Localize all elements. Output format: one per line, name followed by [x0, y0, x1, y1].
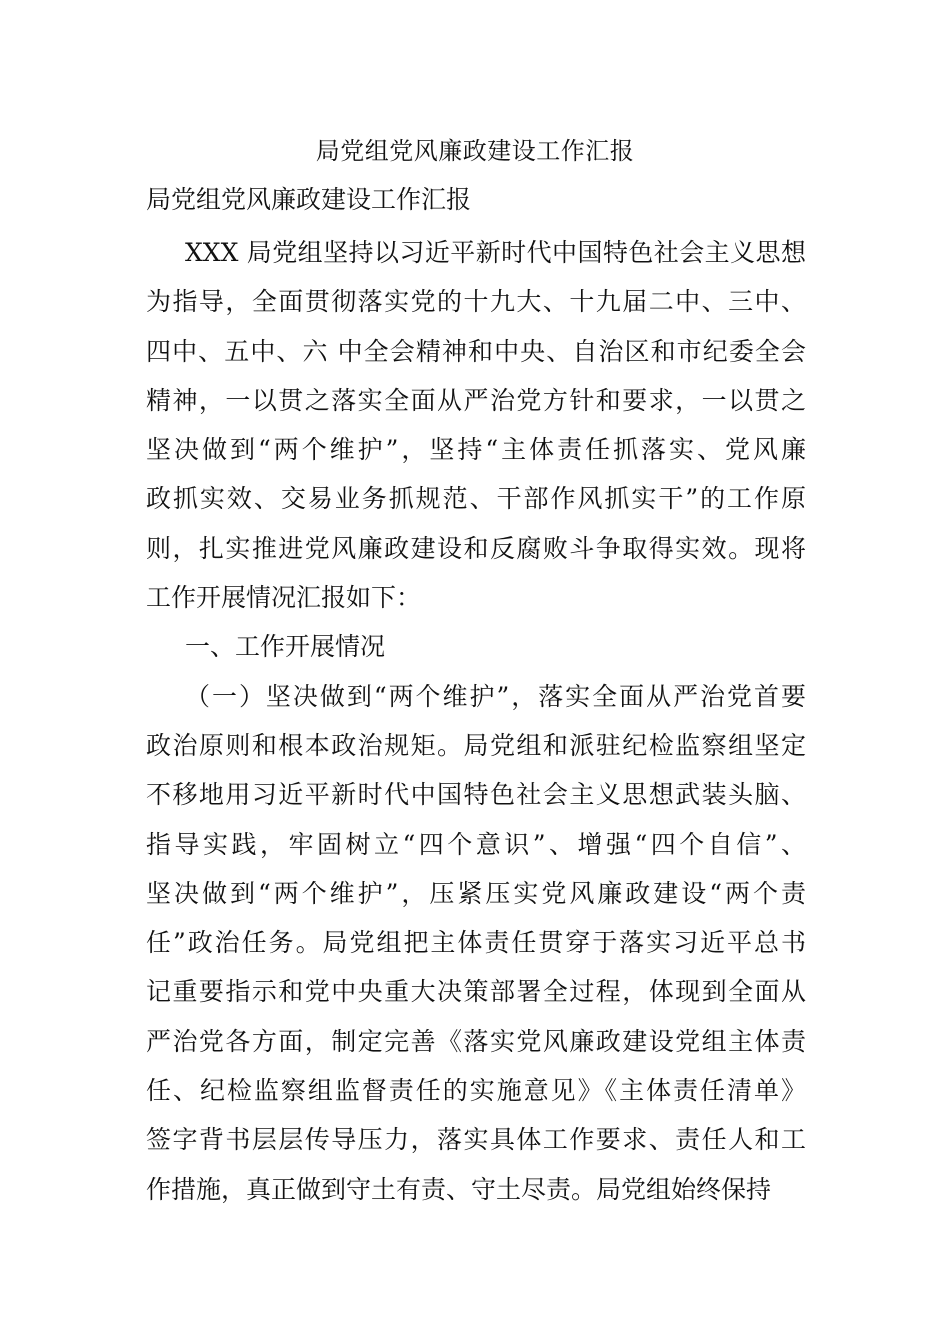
paragraph-line: 一、工作开展情况 [185, 632, 386, 662]
document-body [146, 228, 806, 1214]
paragraph-line: 作措施，真正做到守土有责、守土尽责。局党组始终保持 [146, 1174, 772, 1204]
paragraph [146, 228, 806, 622]
paragraph-line: 政治原则和根本政治规矩。局党组和派驻纪检监察组坚定 [146, 730, 806, 760]
paragraph-line: 任”政治任务。局党组把主体责任贯穿于落实习近平总书 [146, 928, 806, 958]
paragraph [146, 672, 806, 1214]
paragraph-line: 四中、五中、六 中全会精神和中央、自治区和市纪委全会 [146, 336, 806, 366]
paragraph-line: （一）坚决做到“两个维护”，落实全面从严治党首要 [185, 681, 806, 711]
paragraph-line: 为指导，全面贯彻落实党的十九大、十九届二中、三中、 [146, 287, 806, 317]
document-subtitle: 局党组党风廉政建设工作汇报 [146, 185, 472, 214]
paragraph-line: 坚决做到“两个维护”，坚持“主体责任抓落实、党风廉 [146, 435, 806, 465]
document-title: 局党组党风廉政建设工作汇报 [315, 137, 635, 165]
paragraph [146, 622, 806, 671]
paragraph-line: 精神，一以贯之落实全面从严治党方针和要求，一以贯之 [146, 385, 806, 415]
paragraph-line: 签字背书层层传导压力，落实具体工作要求、责任人和工 [146, 1125, 806, 1155]
paragraph-line: 政抓实效、交易业务抓规范、干部作风抓实干”的工作原 [146, 484, 806, 514]
paragraph-line: 工作开展情况汇报如下： [146, 583, 422, 613]
paragraph-line: 任、纪检监察组监督责任的实施意见》《主体责任清单》 [146, 1076, 806, 1106]
paragraph-line: 则，扎实推进党风廉政建设和反腐败斗争取得实效。现将 [146, 533, 806, 563]
paragraph-line: XXX 局党组坚持以习近平新时代中国特色社会主义思想 [185, 238, 806, 267]
paragraph-line: 指导实践，牢固树立“四个意识”、增强“四个自信”、 [146, 829, 806, 859]
paragraph-line: 严治党各方面，制定完善《落实党风廉政建设党组主体责 [146, 1026, 806, 1056]
paragraph-line: 不移地用习近平新时代中国特色社会主义思想武装头脑、 [146, 780, 806, 810]
paragraph-line: 记重要指示和党中央重大决策部署全过程，体现到全面从 [146, 977, 806, 1007]
paragraph-line: 坚决做到“两个维护”，压紧压实党风廉政建设“两个责 [146, 878, 806, 908]
